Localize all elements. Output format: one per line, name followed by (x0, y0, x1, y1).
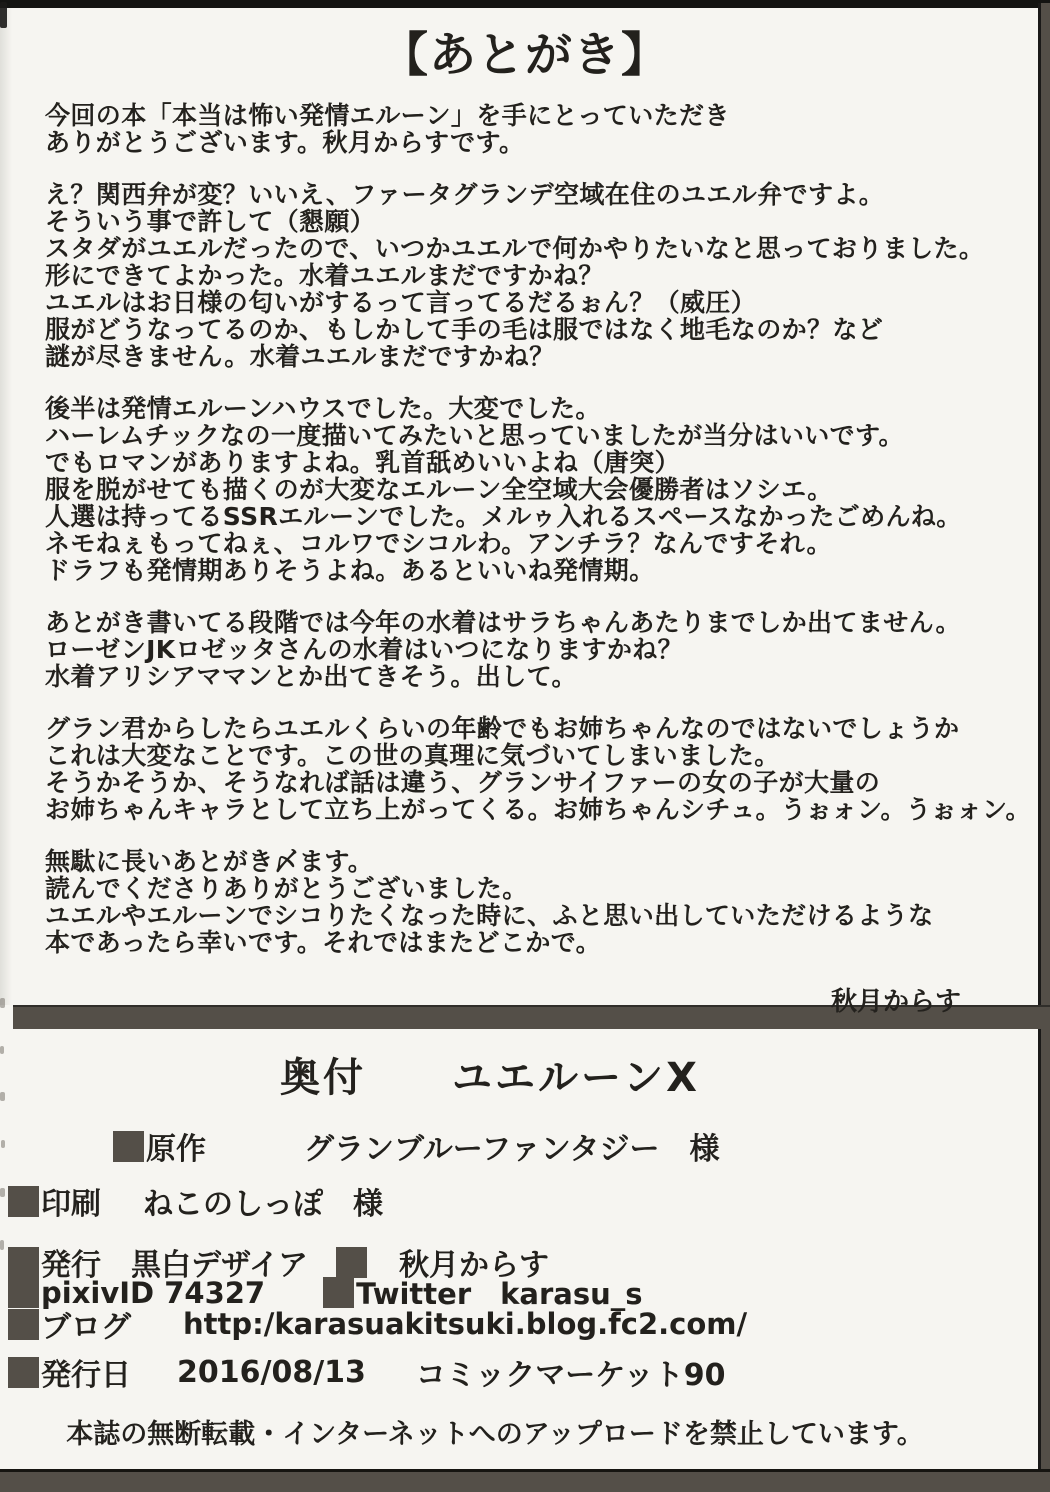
colophon-row-printer (8, 1179, 383, 1223)
afterword-line: え？関西弁が変？いいえ、ファータグランデ空域在住のユエル弁ですよ。 (45, 180, 885, 209)
printer-value: ねこのしっぽ 様 (143, 1187, 383, 1222)
afterword-paragraph (45, 609, 1046, 690)
afterword-line: でもロマンがありますよね。乳首舐めいいよね（唐突） (45, 448, 681, 477)
square-bullet-icon (8, 1186, 39, 1217)
scan-artifact (0, 1240, 4, 1250)
date-value: 2016/08/13 (177, 1354, 366, 1390)
afterword-line: 水着アリシアママンとか出てきそう。出して。 (45, 662, 577, 691)
blog-label: ブログ (41, 1310, 131, 1345)
afterword-paragraph (45, 848, 1046, 956)
afterword-line: 服を脱がせても描くのが大変なエルーン全空域大会優勝者はソシエ。 (45, 475, 833, 504)
scan-artifact (1, 1140, 5, 1148)
afterword-line: 本であったら幸いです。それではまたどこかで。 (45, 928, 602, 957)
colophon-title: 奥付 ユエルーンX (279, 1055, 701, 1101)
afterword-line: ローゼンJKロゼッタさんの水着はいつになりますかね？ (45, 635, 684, 664)
colophon-row-date (8, 1350, 726, 1394)
twitter-handle: Twitter karasu_s (356, 1277, 643, 1311)
afterword-paragraph (45, 102, 1046, 156)
printer-label: 印刷 (41, 1187, 101, 1222)
original-value: グランブルーファンタジー 様 (304, 1132, 720, 1167)
afterword-line: そういう事で許して（懇願） (45, 207, 376, 236)
reprint-disclaimer: 本誌の無断転載・インターネットへのアップロードを禁止しています。 (66, 1419, 924, 1450)
event-name: コミックマーケット90 (415, 1358, 726, 1393)
square-bullet-icon (113, 1131, 144, 1162)
publisher-label: 発行 (41, 1248, 101, 1283)
publisher-value: 黒白デザイア (131, 1248, 308, 1283)
afterword-body (45, 102, 1046, 1018)
square-bullet-icon (8, 1309, 39, 1340)
afterword-line: 今回の本「本当は怖い発情エルーン」を手にとっていただき (45, 101, 730, 130)
afterword-line: ドラフも発情期ありそうよね。あるといいね発情期。 (45, 556, 655, 585)
colophon-row-blog (8, 1302, 747, 1346)
afterword-line: これは大変なことです。この世の真理に気づいてしまいました。 (45, 741, 780, 770)
afterword-signature: 秋月からす (830, 987, 961, 1017)
publisher-author: 秋月からす (399, 1248, 549, 1283)
pixiv-id: pixivID 74327 (41, 1275, 266, 1310)
scan-artifact (0, 1188, 5, 1197)
scan-artifact (0, 998, 5, 1008)
left-scan-shade (0, 8, 12, 1005)
afterword-paragraph (45, 715, 1046, 823)
square-bullet-icon (8, 1357, 39, 1388)
afterword-line: 謎が尽きません。水着ユエルまだですかね？ (45, 342, 555, 371)
afterword-line: そうかそうか、そうなれば話は違う、グランサイファーの女の子が大量の (45, 768, 881, 797)
blog-url: http:/karasuakitsuki.blog.fc2.com/ (183, 1307, 748, 1341)
afterword-line: ハーレムチックなの一度描いてみたいと思っていましたが当分はいいです。 (45, 421, 904, 450)
afterword-line: あとがき書いてる段階では今年の水着はサラちゃんあたりまでしか出てません。 (45, 608, 961, 637)
afterword-line: グラン君からしたらユエルくらいの年齢でもお姉ちゃんなのではないでしょうか (45, 714, 960, 743)
afterword-line: スタダがユエルだったので、いつかユエルで何かやりたいなと思っておりました。 (45, 234, 985, 263)
afterword-line: ネモねぇもってねぇ、コルワでシコルわ。アンチラ？なんですそれ。 (45, 529, 832, 558)
bottom-scan-edge (0, 1469, 1050, 1492)
afterword-line: ありがとうございます。秋月からすです。 (45, 128, 525, 157)
original-label: 原作 (146, 1132, 206, 1167)
afterword-line: ユエルやエルーンでシコりたくなった時に、ふと思い出していただけるような (45, 901, 934, 930)
afterword-line: 無駄に長いあとがき〆ます。 (45, 847, 374, 876)
afterword-line: ユエルはお日様の匂いがするって言ってるだるぉん？（威圧） (45, 288, 757, 317)
afterword-line: 人選は持ってるSSRエルーンでした。メルゥ入れるスペースなかったごめんね。 (45, 502, 962, 531)
date-label: 発行日 (41, 1358, 131, 1393)
afterword-line: 後半は発情エルーンハウスでした。大変でした。 (45, 394, 601, 423)
colophon-row-original (113, 1124, 720, 1168)
afterword-paragraph (45, 395, 1046, 584)
afterword-title: 【あとがき】 (381, 28, 669, 83)
afterword-line: 服がどうなってるのか、もしかして手の毛は服ではなく地毛なのか？など (45, 315, 884, 344)
afterword-line: 形にできてよかった。水着ユエルまだですかね？ (45, 261, 604, 290)
top-scan-edge (0, 0, 1050, 8)
afterword-line: お姉ちゃんキャラとして立ち上がってくる。お姉ちゃんシチュ。うぉォン。うぉォン。 (45, 795, 1031, 824)
afterword-line: 読んでくださりありがとうございました。 (45, 874, 528, 903)
afterword-paragraph (45, 181, 1046, 370)
